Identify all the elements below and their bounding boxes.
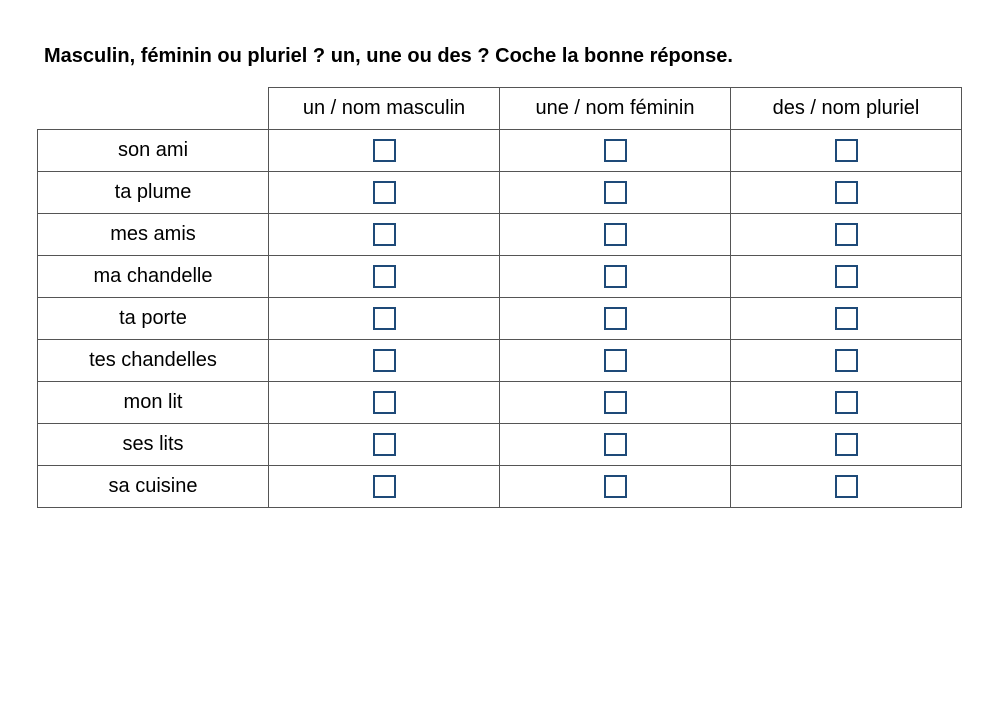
word-cell: ta plume (38, 172, 269, 214)
table-row (38, 214, 962, 256)
worksheet-instructions: Masculin, féminin ou pluriel ? un, une ou des ? Coche la bonne réponse. (44, 45, 733, 67)
checkbox-feminin[interactable] (604, 307, 627, 330)
checkbox-masculin[interactable] (373, 223, 396, 246)
word-cell: mes amis (38, 214, 269, 256)
checkbox-cell-masculin (269, 340, 500, 382)
checkbox-cell-pluriel (731, 466, 962, 508)
checkbox-cell-feminin (500, 466, 731, 508)
checkbox-cell-masculin (269, 466, 500, 508)
table-row (38, 172, 962, 214)
checkbox-feminin[interactable] (604, 433, 627, 456)
table-row (38, 466, 962, 508)
checkbox-cell-feminin (500, 256, 731, 298)
checkbox-masculin[interactable] (373, 475, 396, 498)
checkbox-masculin[interactable] (373, 181, 396, 204)
checkbox-cell-feminin (500, 424, 731, 466)
checkbox-masculin[interactable] (373, 349, 396, 372)
table-row (38, 424, 962, 466)
checkbox-cell-feminin (500, 382, 731, 424)
checkbox-cell-feminin (500, 172, 731, 214)
word-cell: ta porte (38, 298, 269, 340)
word-cell: ma chandelle (38, 256, 269, 298)
checkbox-cell-masculin (269, 214, 500, 256)
table-row (38, 130, 962, 172)
header-row (38, 88, 962, 130)
checkbox-cell-feminin (500, 340, 731, 382)
word-cell: tes chandelles (38, 340, 269, 382)
checkbox-cell-pluriel (731, 172, 962, 214)
checkbox-feminin[interactable] (604, 181, 627, 204)
answer-table (37, 87, 962, 508)
checkbox-masculin[interactable] (373, 391, 396, 414)
checkbox-pluriel[interactable] (835, 181, 858, 204)
checkbox-feminin[interactable] (604, 349, 627, 372)
checkbox-cell-pluriel (731, 340, 962, 382)
table-row (38, 382, 962, 424)
table-row (38, 256, 962, 298)
column-header-feminin: une / nom féminin (500, 88, 731, 130)
checkbox-masculin[interactable] (373, 265, 396, 288)
checkbox-cell-pluriel (731, 130, 962, 172)
checkbox-masculin[interactable] (373, 433, 396, 456)
checkbox-cell-pluriel (731, 382, 962, 424)
checkbox-cell-pluriel (731, 256, 962, 298)
checkbox-pluriel[interactable] (835, 223, 858, 246)
word-cell: mon lit (38, 382, 269, 424)
word-cell: sa cuisine (38, 466, 269, 508)
checkbox-pluriel[interactable] (835, 307, 858, 330)
checkbox-cell-feminin (500, 214, 731, 256)
checkbox-cell-masculin (269, 172, 500, 214)
checkbox-cell-masculin (269, 256, 500, 298)
checkbox-cell-masculin (269, 130, 500, 172)
checkbox-feminin[interactable] (604, 391, 627, 414)
checkbox-cell-pluriel (731, 424, 962, 466)
checkbox-cell-pluriel (731, 214, 962, 256)
word-cell: ses lits (38, 424, 269, 466)
table-row (38, 298, 962, 340)
checkbox-pluriel[interactable] (835, 433, 858, 456)
checkbox-pluriel[interactable] (835, 139, 858, 162)
checkbox-pluriel[interactable] (835, 475, 858, 498)
checkbox-cell-masculin (269, 298, 500, 340)
checkbox-cell-feminin (500, 130, 731, 172)
checkbox-cell-masculin (269, 424, 500, 466)
checkbox-pluriel[interactable] (835, 391, 858, 414)
checkbox-masculin[interactable] (373, 139, 396, 162)
column-header-masculin: un / nom masculin (269, 88, 500, 130)
checkbox-feminin[interactable] (604, 475, 627, 498)
column-header-pluriel: des / nom pluriel (731, 88, 962, 130)
checkbox-masculin[interactable] (373, 307, 396, 330)
checkbox-feminin[interactable] (604, 223, 627, 246)
header-blank-cell (38, 88, 269, 130)
checkbox-feminin[interactable] (604, 265, 627, 288)
checkbox-pluriel[interactable] (835, 265, 858, 288)
checkbox-pluriel[interactable] (835, 349, 858, 372)
checkbox-cell-feminin (500, 298, 731, 340)
checkbox-feminin[interactable] (604, 139, 627, 162)
checkbox-cell-masculin (269, 382, 500, 424)
table-row (38, 340, 962, 382)
word-cell: son ami (38, 130, 269, 172)
checkbox-cell-pluriel (731, 298, 962, 340)
